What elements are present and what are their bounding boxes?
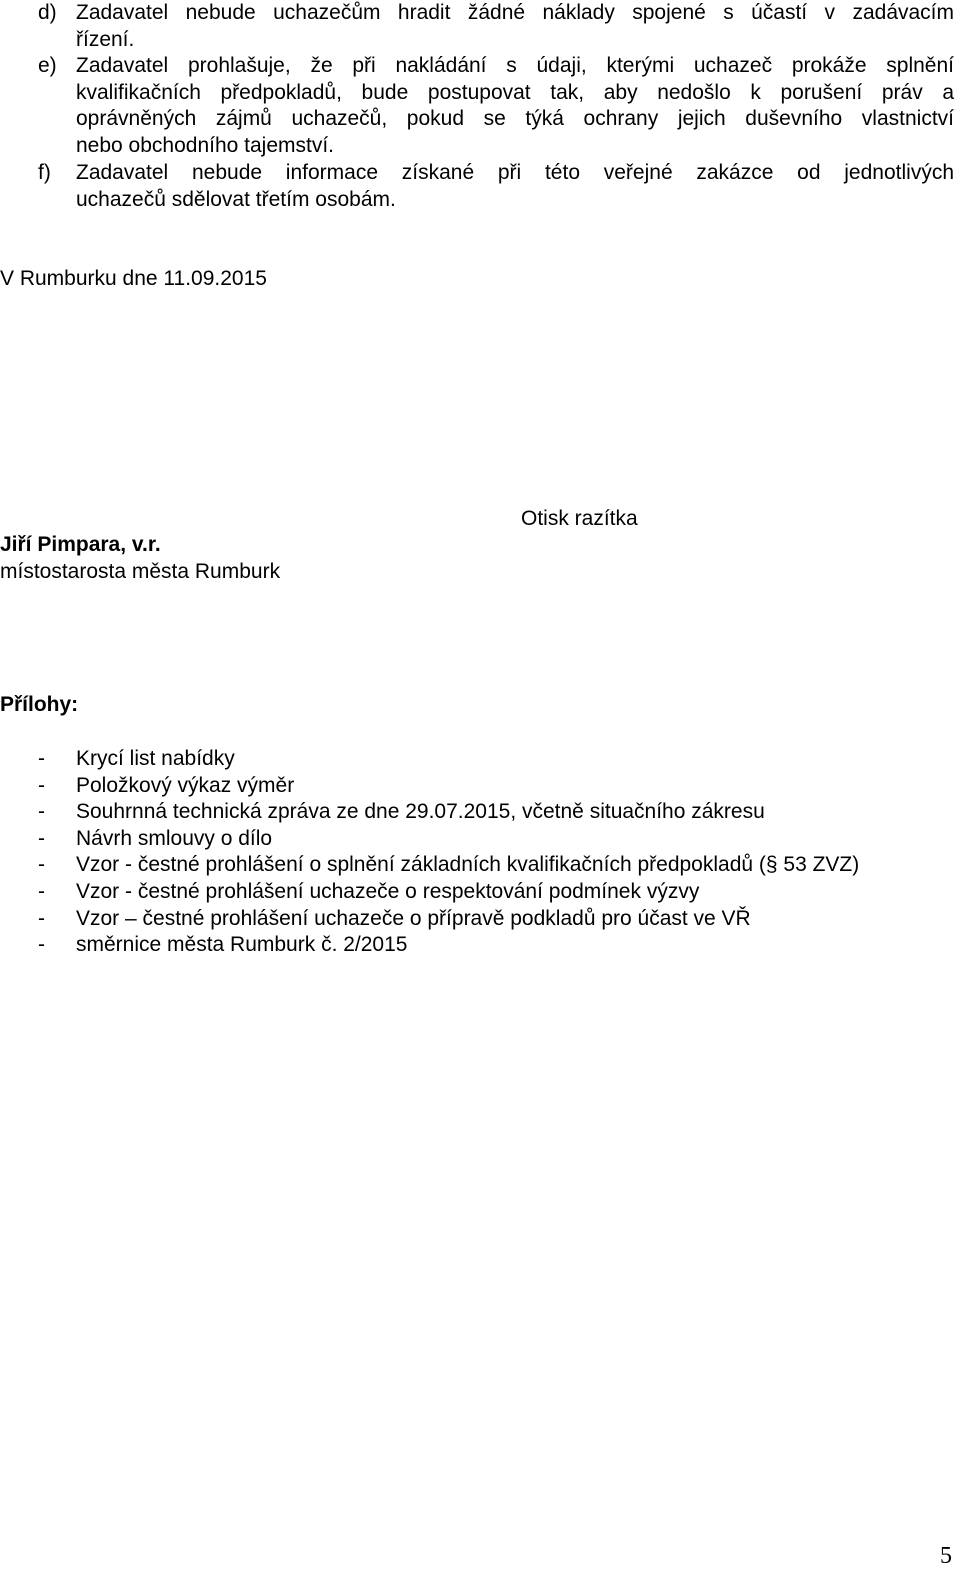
condition-line: kvalifikačních předpokladů, bude postupovat tak, aby nedošlo k porušení práv a [76,80,954,104]
condition-line: řízení. [76,27,135,51]
attachment-text: směrnice města Rumburk č. 2/2015 [76,933,408,957]
stamp-label: Otisk razítka [521,507,638,530]
condition-line: Zadavatel nebude uchazečům hradit žádné náklady spojené s účastí v zadávacím [76,1,954,24]
condition-text [76,53,954,159]
attachment-text: Vzor - čestné prohlášení uchazeče o respektování podmínek výzvy [76,880,700,903]
condition-line: oprávněných zájmů uchazečů, pokud se týká ochrany jejich duševního vlastnictví [76,107,954,130]
condition-marker: e) [38,54,57,77]
condition-item-e [38,53,954,159]
attachment-text: Vzor – čestné prohlášení uchazeče o přípravě podkladů pro účast ve VŘ [76,906,751,930]
list-dash: - [38,880,45,903]
list-dash: - [38,800,45,824]
list-dash: - [38,747,45,770]
list-dash: - [38,773,45,797]
page-number: 5 [940,1543,952,1569]
attachments-heading: Přílohy: [0,693,79,716]
list-dash: - [38,933,45,957]
condition-marker: d) [38,1,57,24]
condition-text [76,0,954,53]
attachment-text: Souhrnná technická zpráva ze dne 29.07.2015, včetně situačního zákresu [76,800,765,824]
signatory-role: místostarosta města Rumburk [0,560,281,583]
condition-text [76,160,954,213]
attachment-text: Krycí list nabídky [76,747,235,770]
condition-line: Zadavatel prohlašuje, že při nakládání s údaji, kterými uchazeč prokáže splnění [76,54,954,77]
condition-line: nebo obchodního tajemství. [76,133,335,157]
condition-line: Zadavatel nebude informace získané při této veřejné zakázce od jednotlivých [76,161,954,184]
signatory-name: Jiří Pimpara, v.r. [0,533,161,556]
condition-line: uchazečů sdělovat třetím osobám. [76,187,396,211]
list-dash: - [38,853,45,877]
condition-marker: f) [38,161,51,184]
list-dash: - [38,906,45,930]
attachment-text: Návrh smlouvy o dílo [76,826,273,850]
attachment-text: Položkový výkaz výměr [76,773,295,797]
attachment-text: Vzor - čestné prohlášení o splnění základních kvalifikačních předpokladů (§ 53 ZVZ) [76,853,860,877]
list-dash: - [38,826,45,850]
condition-item-f [38,160,954,213]
condition-item-d [38,0,954,53]
place-date: V Rumburku dne 11.09.2015 [0,267,267,290]
